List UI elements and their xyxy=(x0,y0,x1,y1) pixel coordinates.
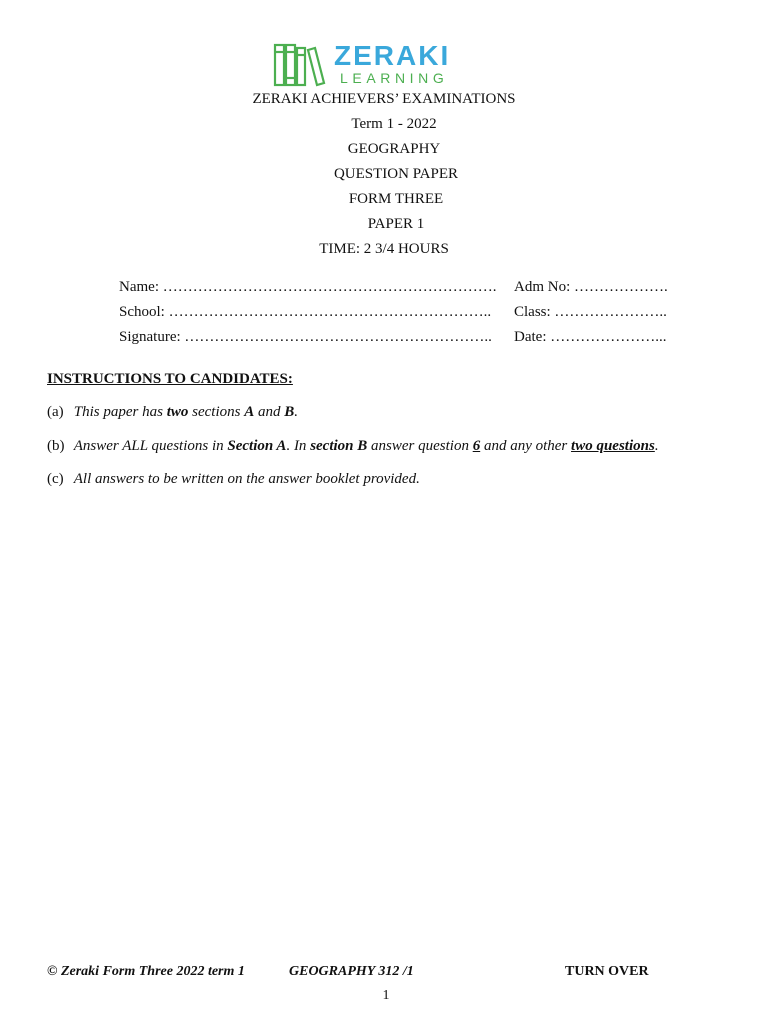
instruction-b-section-a: Section A xyxy=(227,438,287,454)
term-line: Term 1 - 2022 xyxy=(351,116,437,132)
paper-line: PAPER 1 xyxy=(367,216,425,232)
signature-field: Signature: …………………………………………………….. xyxy=(119,329,492,345)
instruction-b-section-b: section B xyxy=(310,438,368,454)
instruction-a-bold: two xyxy=(166,404,189,420)
instruction-b-period: . xyxy=(654,438,659,454)
instruction-b-text2: . In xyxy=(286,438,311,454)
instruction-b-label: (b) xyxy=(47,438,65,454)
exam-title: ZERAKI ACHIEVERS’ EXAMINATIONS xyxy=(252,91,516,107)
instruction-b-text4: and any other xyxy=(480,438,572,454)
school-field: School: ……………………………………………………….. xyxy=(119,304,492,320)
instruction-c-text: All answers to be written on the answer booklet provided. xyxy=(73,471,420,487)
name-field: Name: …………………………………………………………. xyxy=(119,279,497,295)
class-field: Class: ………………….. xyxy=(514,304,667,320)
instruction-a-text2: sections xyxy=(188,404,245,420)
instruction-a-label: (a) xyxy=(47,404,64,420)
brand-name: ZERAKI xyxy=(334,40,451,71)
instruction-b-text: Answer ALL questions in xyxy=(73,438,228,454)
books-logo-icon xyxy=(272,42,332,88)
footer-paper-code: GEOGRAPHY 312 /1 xyxy=(289,964,414,979)
date-field: Date: …………………... xyxy=(514,329,667,345)
time-line: TIME: 2 3/4 HOURS xyxy=(319,241,449,257)
brand-subtitle: LEARNING xyxy=(340,70,449,86)
instruction-a-text: This paper has xyxy=(73,404,167,420)
instruction-a-text3: and xyxy=(254,404,285,420)
page-number: 1 xyxy=(382,988,390,1003)
instruction-b-question-number: 6 xyxy=(472,438,481,454)
instruction-a-section-a: A xyxy=(244,404,255,420)
paper-type-line: QUESTION PAPER xyxy=(333,166,459,182)
instruction-b xyxy=(47,438,659,455)
subject-line: GEOGRAPHY xyxy=(347,141,441,157)
form-line: FORM THREE xyxy=(348,191,444,207)
instruction-c-label: (c) xyxy=(47,471,64,487)
instruction-b-text3: answer question xyxy=(367,438,473,454)
footer-copyright: © Zeraki Form Three 2022 term 1 xyxy=(47,964,245,979)
adm-no-field: Adm No: ………………. xyxy=(514,279,668,295)
instruction-a-section-b: B xyxy=(284,404,295,420)
instruction-b-two-questions: two questions xyxy=(571,438,655,454)
instructions-heading: INSTRUCTIONS TO CANDIDATES: xyxy=(47,371,293,387)
instruction-a-period: . xyxy=(294,404,298,420)
instruction-c xyxy=(47,471,420,488)
footer-turn-over: TURN OVER xyxy=(565,964,649,979)
instruction-a xyxy=(47,404,298,421)
